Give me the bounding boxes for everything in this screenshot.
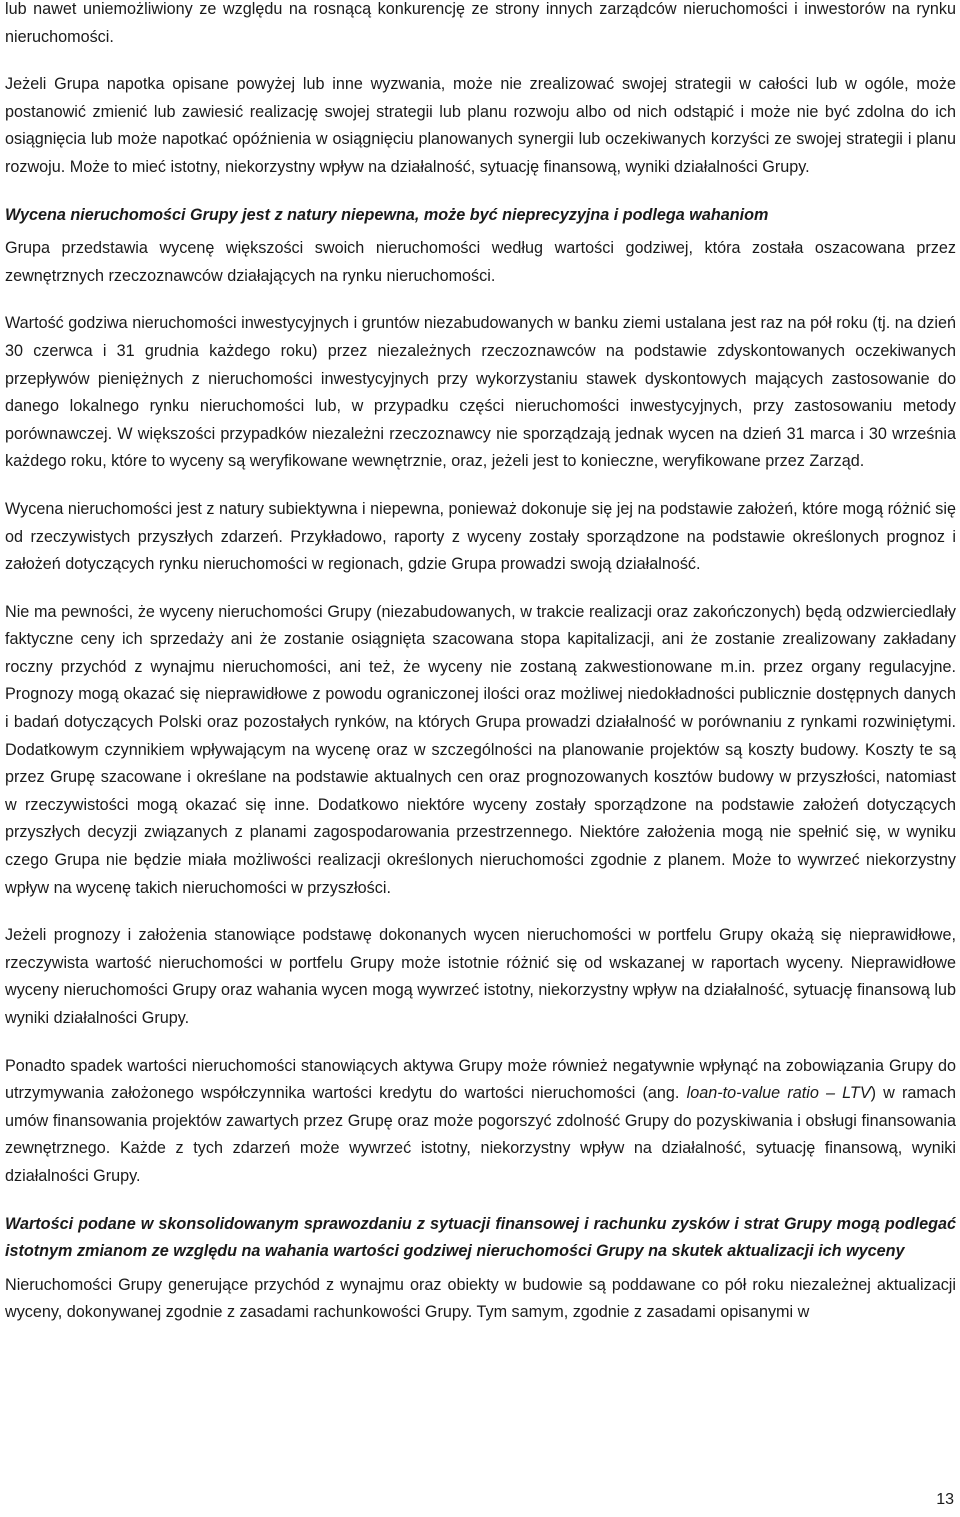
section-heading-valuation: Wycena nieruchomości Grupy jest z natury niepewna, może być nieprecyzyjna i podlega wahaniom xyxy=(5,205,769,224)
paragraph-8-text-after: ) w ramach umów finansowania projektów zawartych przez Grupę oraz może pogorszyć zdolność Grupy do pozyskiwania i obsługi finansowania zewnętrznego. Każde z tych zdarzeń może wywrzeć istotny, niekorzystny wpływ na działalność, sytuację finansową, wyniki działalności Grupy. xyxy=(5,1084,956,1185)
section-heading-fair-value: Wartości podane w skonsolidowanym sprawozdaniu z sytuacji finansowej i rachunku zysków i strat Grupy mogą podlegać istotnym zmianom ze względu na wahania wartości godziwej nieruchomości Grupy na skutek aktualizacji ich wyceny xyxy=(5,1214,956,1261)
ltv-term: loan-to-value ratio – LTV xyxy=(686,1084,871,1103)
paragraph-4: Wartość godziwa nieruchomości inwestycyjnych i gruntów niezabudowanych w banku ziemi ustalana jest raz na pół roku (tj. na dzień 30 czerwca i 31 grudnia każdego roku) przez niezależnych rzeczoznawców na podstawie zdyskontowanych oczekiwanych przepływów pieniężnych z nieruchomości inwestycyjnych przy wykorzystaniu stawek dyskontowych mających zastosowanie do danego lokalnego rynku nieruchomości lub, w przypadku części nieruchomości inwestycyjnych, przy zastosowaniu metody porównawczej. W większości przypadków niezależni rzeczoznawcy nie sporządzają jednak wycen na dzień 31 marca i 30 września każdego roku, które to wyceny są weryfikowane wewnętrznie, oraz, jeżeli jest to konieczne, weryfikowane przez Zarząd. xyxy=(5,314,956,471)
paragraph-5: Wycena nieruchomości jest z natury subiektywna i niepewna, ponieważ dokonuje się jej na podstawie założeń, które mogą różnić się od rzeczywistych przyszłych zdarzeń. Przykładowo, raporty z wyceny zostały sporządzone na podstawie określonych prognoz i założeń dotyczących rynku nieruchomości w regionach, gdzie Grupa prowadzi swoją działalność. xyxy=(5,499,956,574)
paragraph-7: Jeżeli prognozy i założenia stanowiące podstawę dokonanych wycen nieruchomości w portfelu Grupy okażą się nieprawidłowe, rzeczywista wartość nieruchomości w portfelu Grupy może istotnie różnić się od wskazanej w raportach wyceny. Nieprawidłowe wyceny nieruchomości Grupy oraz wahania wycen mogą wywrzeć istotny, niekorzystny wpływ na działalność, sytuację finansową lub wyniki działalności Grupy. xyxy=(5,926,956,1027)
page-number: 13 xyxy=(936,1491,954,1508)
document-page xyxy=(5,0,956,1327)
paragraph-6: Nie ma pewności, że wyceny nieruchomości Grupy (niezabudowanych, w trakcie realizacji oraz zakończonych) będą odzwierciedlały faktyczne ceny ich sprzedaży ani że zostanie osiągnięta szacowana stopa kapitalizacji, ani że zostanie zrealizowany zakładany roczny przychód z wynajmu nieruchomości, ani też, że wyceny nie zostaną zakwestionowane m.in. przez organy regulacyjne. Prognozy mogą okazać się nieprawidłowe z powodu ograniczonej ilości oraz możliwej niedokładności publicznie dostępnych danych i badań dotyczących Polski oraz pozostałych rynków, na których Grupa prowadzi działalność w porównaniu z rynkami rozwiniętymi. Dodatkowym czynnikiem wpływającym na wycenę oraz w szczególności na planowanie projektów są koszty budowy. Koszty te są przez Grupę szacowane i określane na podstawie aktualnych cen oraz prognozowanych kosztów budowy w przyszłości, natomiast w rzeczywistości mogą okazać się inne. Dodatkowo niektóre wyceny zostały sporządzone na podstawie założeń dotyczących przyszłych decyzji związanych z planami zagospodarowania przestrzennego. Niektóre założenia mogą nie spełnić się, w wyniku czego Grupa nie będzie miała możliwości realizacji określonych nieruchomości zgodnie z planem. Może to wywrzeć niekorzystny wpływ na wycenę takich nieruchomości w przyszłości. xyxy=(5,602,956,897)
paragraph-2: Jeżeli Grupa napotka opisane powyżej lub inne wyzwania, może nie zrealizować swojej strategii w całości lub w ogóle, może postanowić zmienić lub zawiesić realizację swojej strategii lub planu rozwoju albo od nich odstąpić i może nie być zdolna do ich osiągnięcia lub może napotkać opóźnienia w osiągnięciu planowanych synergii lub oczekiwanych korzyści ze swojej strategii i planu rozwoju. Może to mieć istotny, niekorzystny wpływ na działalność, sytuację finansową, wyniki działalności Grupy. xyxy=(5,75,956,176)
paragraph-1: lub nawet uniemożliwiony ze względu na rosnącą konkurencję ze strony innych zarządców nieruchomości i inwestorów na rynku nieruchomości. xyxy=(5,0,956,46)
paragraph-8-text-before: Ponadto spadek wartości nieruchomości stanowiących aktywa Grupy może również negatywnie wpłynąć na zobowiązania Grupy do utrzymywania założonego współczynnika wartości kredytu do wartości nieruchomości (ang. xyxy=(5,1056,956,1103)
paragraph-9: Nieruchomości Grupy generujące przychód z wynajmu oraz obiekty w budowie są poddawane co pół roku niezależnej aktualizacji wyceny, dokonywanej zgodnie z zasadami rachunkowości Grupy. Tym samym, zgodnie z zasadami opisanymi w xyxy=(5,1275,956,1322)
paragraph-3: Grupa przedstawia wycenę większości swoich nieruchomości według wartości godziwej, która została oszacowana przez zewnętrznych rzeczoznawców działających na rynku nieruchomości. xyxy=(5,239,956,285)
paragraph-8 xyxy=(5,1053,956,1191)
